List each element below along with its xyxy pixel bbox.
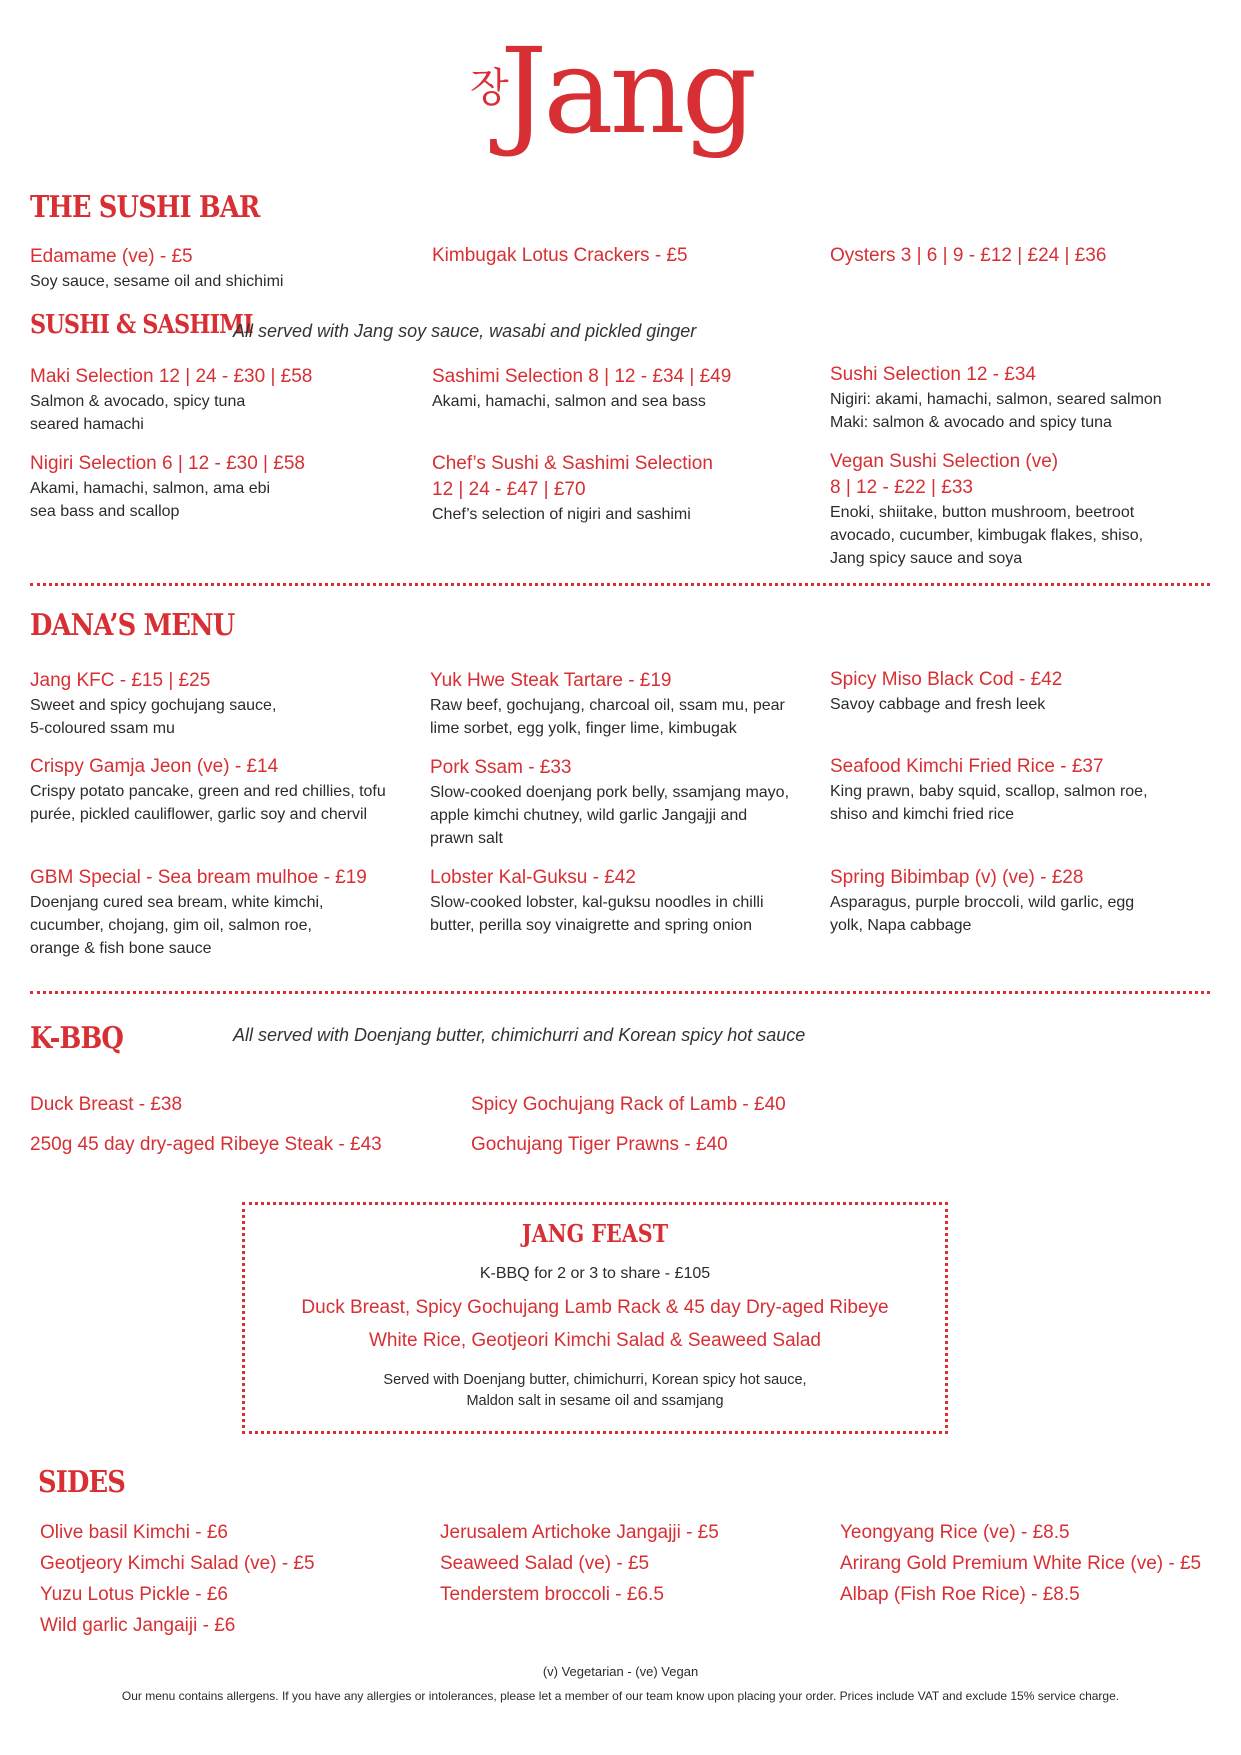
- item-name: Edamame (ve) - £5: [30, 246, 193, 267]
- logo-hangul: 장: [470, 65, 509, 111]
- feast-served: Served with Doenjang butter, chimichurri, Korean spicy hot sauce,: [383, 1372, 807, 1388]
- item-name: Spring Bibimbap (v) (ve) - £28: [830, 867, 1084, 888]
- menu-item: [430, 755, 815, 850]
- side-item: Yeongyang Rice (ve) - £8.5: [840, 1522, 1070, 1543]
- feast-line: White Rice, Geotjeori Kimchi Salad & Seaweed Salad: [368, 1330, 821, 1351]
- item-desc: Soy sauce, sesame oil and shichimi: [30, 273, 284, 290]
- item-desc: Akami, hamachi, salmon and sea bass: [432, 393, 706, 410]
- menu-item: [830, 243, 1215, 269]
- item-name: Crispy Gamja Jeon (ve) - £14: [30, 756, 279, 777]
- item-desc: King prawn, baby squid, scallop, salmon roe,: [830, 783, 1148, 800]
- menu-item: [430, 668, 815, 740]
- item-desc: Chef’s selection of nigiri and sashimi: [432, 506, 691, 523]
- side-item: Albap (Fish Roe Rice) - £8.5: [840, 1584, 1080, 1605]
- item-desc: Nigiri: akami, hamachi, salmon, seared salmon: [830, 391, 1162, 408]
- feast-title: JANG FEAST: [521, 1219, 669, 1248]
- item-desc: Salmon & avocado, spicy tuna: [30, 393, 246, 410]
- item-desc: apple kimchi chutney, wild garlic Jangajji and: [430, 807, 748, 824]
- item-name: Lobster Kal-Guksu - £42: [430, 867, 636, 888]
- menu-item: [430, 865, 815, 937]
- side-item: Wild garlic Jangaiji - £6: [40, 1615, 236, 1636]
- item-desc: Asparagus, purple broccoli, wild garlic, egg: [830, 894, 1135, 911]
- menu-item: [432, 451, 817, 526]
- section-title-sushi-sashimi: SUSHI & SASHIMI: [30, 310, 253, 340]
- item-desc: Savoy cabbage and fresh leek: [830, 696, 1046, 713]
- item-name: Chef’s Sushi & Sashimi Selection: [432, 453, 713, 474]
- menu-item: [30, 244, 415, 293]
- item-name: Vegan Sushi Selection (ve): [830, 451, 1059, 472]
- section-note: All served with Jang soy sauce, wasabi and pickled ginger: [233, 321, 697, 341]
- item-desc: seared hamachi: [30, 416, 144, 433]
- item-name: Pork Ssam - £33: [430, 757, 572, 778]
- item-name: Seafood Kimchi Fried Rice - £37: [830, 756, 1104, 777]
- item-desc: avocado, cucumber, kimbugak flakes, shiso,: [830, 527, 1144, 544]
- item-desc: Maki: salmon & avocado and spicy tuna: [830, 414, 1112, 431]
- item-desc: yolk, Napa cabbage: [830, 917, 972, 934]
- item-desc: Akami, hamachi, salmon, ama ebi: [30, 480, 271, 497]
- item-desc: Jang spicy sauce and soya: [830, 550, 1023, 567]
- menu-item: [830, 362, 1220, 434]
- menu-item: [830, 865, 1215, 937]
- kbbq-item: Spicy Gochujang Rack of Lamb - £40: [471, 1094, 786, 1115]
- item-desc: shiso and kimchi fried rice: [830, 806, 1015, 823]
- side-item: Geotjeory Kimchi Salad (ve) - £5: [40, 1553, 315, 1574]
- item-desc: orange & fish bone sauce: [30, 940, 212, 957]
- menu-item: [30, 754, 415, 826]
- side-item: Olive basil Kimchi - £6: [40, 1522, 228, 1543]
- dotted-divider: [30, 583, 1210, 586]
- logo-wordmark: Jang: [500, 22, 754, 160]
- section-title-danas-menu: DANA’S MENU: [30, 608, 235, 643]
- item-desc: sea bass and scallop: [30, 503, 180, 520]
- menu-item: [432, 243, 817, 269]
- menu-item: [30, 364, 415, 436]
- item-name: Jang KFC - £15 | £25: [30, 670, 211, 691]
- menu-item: [830, 449, 1220, 570]
- item-desc: cucumber, chojang, gim oil, salmon roe,: [30, 917, 312, 934]
- item-desc: Enoki, shiitake, button mushroom, beetroot: [830, 504, 1135, 521]
- section-note: All served with Doenjang butter, chimichurri and Korean spicy hot sauce: [233, 1025, 806, 1045]
- item-name: Maki Selection 12 | 24 - £30 | £58: [30, 366, 313, 387]
- kbbq-item: Duck Breast - £38: [30, 1094, 183, 1115]
- item-name: Spicy Miso Black Cod - £42: [830, 669, 1063, 690]
- jang-feast-box: [242, 1202, 948, 1434]
- item-desc: Sweet and spicy gochujang sauce,: [30, 697, 277, 714]
- allergen-footer: Our menu contains allergens. If you have any allergies or intolerances, please let a member of our team know upon placing your order. Prices include VAT and exclude 15% service charge.: [121, 1689, 1120, 1703]
- item-desc: prawn salt: [430, 830, 503, 847]
- menu-item: [30, 668, 415, 740]
- section-title-sides: SIDES: [38, 1465, 126, 1500]
- menu-item: [830, 667, 1215, 716]
- menu-item: [30, 451, 415, 523]
- diet-legend: (v) Vegetarian - (ve) Vegan: [542, 1664, 699, 1679]
- item-desc: lime sorbet, egg yolk, finger lime, kimbugak: [430, 720, 737, 737]
- item-name: Kimbugak Lotus Crackers - £5: [432, 245, 688, 266]
- item-name: Sashimi Selection 8 | 12 - £34 | £49: [432, 366, 732, 387]
- item-desc: Slow-cooked lobster, kal-guksu noodles in chilli: [430, 894, 764, 911]
- menu-item: [432, 364, 817, 413]
- item-desc: Crispy potato pancake, green and red chillies, tofu: [30, 783, 386, 800]
- item-name: Sushi Selection 12 - £34: [830, 364, 1036, 385]
- dotted-divider: [30, 991, 1210, 994]
- side-item: Jerusalem Artichoke Jangajji - £5: [440, 1522, 719, 1543]
- item-desc: 5-coloured ssam mu: [30, 720, 175, 737]
- side-item: Tenderstem broccoli - £6.5: [440, 1584, 664, 1605]
- side-item: Arirang Gold Premium White Rice (ve) - £5: [840, 1553, 1202, 1574]
- kbbq-item: Gochujang Tiger Prawns - £40: [471, 1134, 728, 1155]
- feast-served: Maldon salt in sesame oil and ssamjang: [466, 1393, 724, 1409]
- kbbq-item: 250g 45 day dry-aged Ribeye Steak - £43: [30, 1134, 382, 1155]
- item-desc: purée, pickled cauliflower, garlic soy and chervil: [30, 806, 368, 823]
- section-title-sushi-bar: THE SUSHI BAR: [30, 190, 260, 225]
- item-desc: Doenjang cured sea bream, white kimchi,: [30, 894, 324, 911]
- item-name: Nigiri Selection 6 | 12 - £30 | £58: [30, 453, 305, 474]
- side-item: Seaweed Salad (ve) - £5: [440, 1553, 650, 1574]
- section-title-kbbq: K-BBQ: [30, 1021, 124, 1056]
- item-desc: butter, perilla soy vinaigrette and spring onion: [430, 917, 752, 934]
- item-price: 8 | 12 - £22 | £33: [830, 477, 973, 498]
- feast-line: Duck Breast, Spicy Gochujang Lamb Rack & 45 day Dry-aged Ribeye: [301, 1297, 889, 1318]
- item-desc: Raw beef, gochujang, charcoal oil, ssam mu, pear: [430, 697, 785, 714]
- feast-subtitle: K-BBQ for 2 or 3 to share - £105: [479, 1265, 711, 1282]
- item-name: GBM Special - Sea bream mulhoe - £19: [30, 867, 367, 888]
- item-name: Oysters 3 | 6 | 9 - £12 | £24 | £36: [830, 245, 1107, 266]
- menu-item: [30, 865, 415, 960]
- item-price: 12 | 24 - £47 | £70: [432, 479, 586, 500]
- item-desc: Slow-cooked doenjang pork belly, ssamjang mayo,: [430, 784, 790, 801]
- jang-logo: [470, 22, 770, 186]
- side-item: Yuzu Lotus Pickle - £6: [40, 1584, 228, 1605]
- item-name: Yuk Hwe Steak Tartare - £19: [430, 670, 672, 691]
- menu-item: [830, 754, 1215, 826]
